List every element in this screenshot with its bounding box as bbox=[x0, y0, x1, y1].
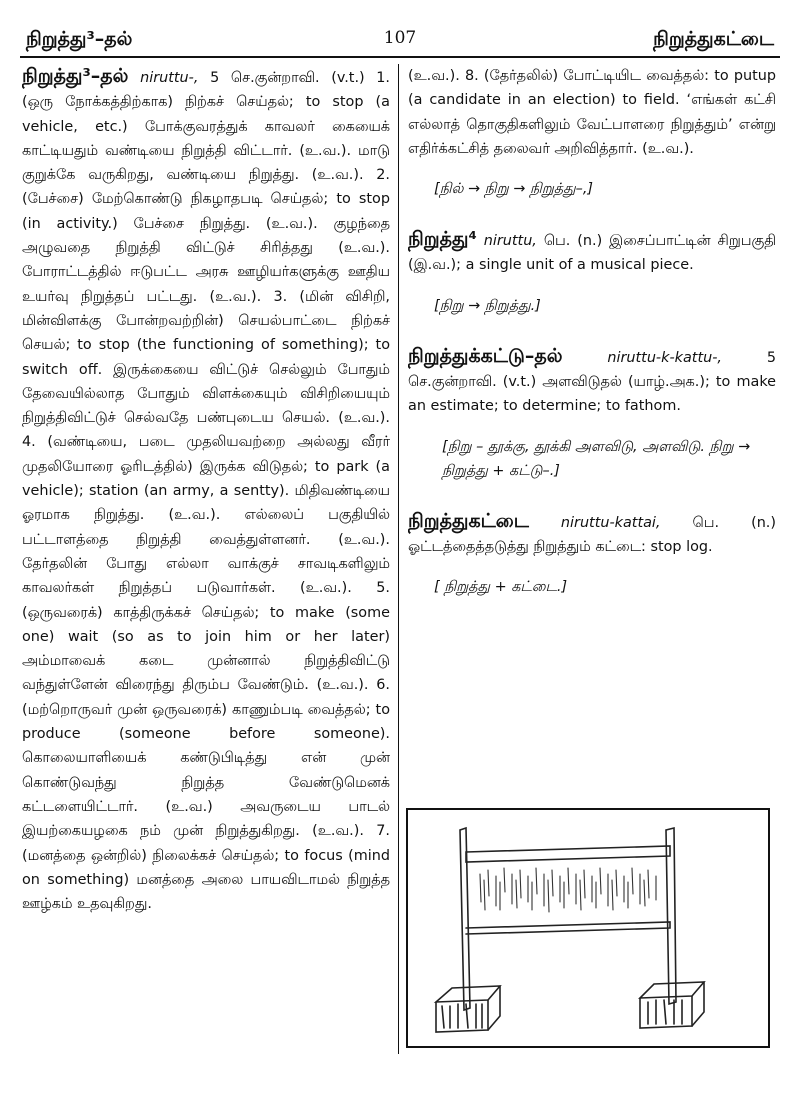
entry-headword: நிறுத்துகட்டை bbox=[408, 509, 529, 532]
entry-etymology: [நில் → நிறு → நிறுத்து–,] bbox=[434, 181, 594, 198]
entry-headword: நிறுத்து³–தல் bbox=[22, 65, 129, 87]
dictionary-entry bbox=[22, 64, 390, 916]
entry-etymology: [நிறு → நிறுத்து.] bbox=[434, 297, 541, 314]
entry-etymology: [ நிறுத்து + கட்டை.] bbox=[434, 579, 568, 596]
entry-definition: பெ. (n.) ஓட்டத்தைத்தடுத்து நிறுத்தும் கட்டை: stop log. bbox=[408, 514, 776, 555]
dictionary-entry bbox=[408, 227, 776, 278]
entry-definition: 5 செ.குன்றாவி. (v.t.) 1. (ஒரு நோக்கத்திற்காக) நிற்கச் செய்தல்; to stop (a vehicle, etc.) போக்குவரத்துக் காவலர் கையைக் காட்டியதும் வண்டியை நிறுத்தி விட்டார். (உ.வ.). மாடு குறுக்கே வருகிறது, வண்டியை நிறுத்து. (உ.வ.). 2. (பேச்சை) மேற்கொண்டு நிகழாதபடி செய்தல்; to stop (in activity.) பேச்சை நிறுத்து. (உ.வ.). குழந்தை அழுவதை நிறுத்தி விட்டுச் சிரித்தது (உ.வ.). போராட்டத்தில் ஈடுபட்ட அரசு ஊழியர்களுக்கு ஊதிய உயர்வு நிறுத்தப் பட்டது. (உ.வ.). 3. (மின் விசிறி, மின்விளக்கு போன்றவற்றின்) செயல்பாட்டை நிற்கச் செயல்; to stop (the functioning of something); to switch off. இருக்கையை விட்டுச் செல்லும் போதும் தேவையில்லாத போதும் விளக்கையும் விசிறியையும் நிறுத்திவிட்டுச் செல்வதே பண்புடைய செயல். (உ.வ.). 4. (வண்டியை, படை முதலியவற்றை அல்லது வீரர் முதலியோரை ஓரிடத்தில்) இருக்க விடுதல்; to park (a vehicle); station (an army, a sentty). மிதிவண்டியை ஓரமாக நிறுத்து. (உ.வ.). எல்லைப் பகுதியில் பட்டாளத்தை நிறுத்தி வைத்துள்ளனர். (உ.வ.). தேர்தலின் போது எல்லா வாக்குச் சாவடிகளிலும் காவலர்கள் நிறுத்தப் படுவார்கள். (உ.வ.). 5. (ஒருவரைக்) காத்திருக்கச் செய்தல்; to make (some one) wait (so as to join him or her later) அம்மாவைக் கடை முன்னால் நிறுத்திவிட்டு வந்துள்ளேன் விரைந்து திரும்ப வேண்டும். (உ.வ.). 6. (மற்றொருவர் முன் ஒருவரைக்) காணும்படி வைத்தல்; to produce (someone before someone). கொலையாளியைக் கண்டுபிடித்து என் முன் கொண்டுவந்து நிறுத்த வேண்டுமெனக் கட்டளையிட்டார். (உ.வ.) அவருடைய பாடல் இயற்கையழகை நம் முன் நிறுத்துகிறது. (உ.வ.). 7. (மனத்தை ஒன்றில்) நிலைக்கச் செய்தல்; to focus (mind on something) மனத்தை அலை பாயவிடாமல் நிறுத்த ஊழ்கம் உதவுகிறது. bbox=[22, 70, 390, 913]
column-divider bbox=[398, 64, 399, 1054]
left-column bbox=[22, 64, 390, 1082]
dictionary-entry bbox=[408, 509, 776, 560]
page-number: 107 bbox=[383, 28, 417, 48]
entry-transliteration: niruttu, bbox=[483, 233, 537, 250]
header-left-guideword: நிறுத்து³–தல் bbox=[26, 28, 133, 50]
stop-log-illustration bbox=[406, 808, 770, 1048]
entry-definition: 5 செ.குன்றாவி. (v.t.) அளவிடுதல் (யாழ்.அக.); to make an estimate; to determine; to fathom. bbox=[408, 349, 776, 415]
stop-log-drawing bbox=[408, 810, 764, 1042]
entry-transliteration: niruttu-kattai, bbox=[560, 514, 661, 531]
entry-headword: நிறுத்துக்கட்டு–தல் bbox=[408, 344, 563, 367]
page-header bbox=[20, 22, 780, 58]
entry-transliteration: niruttu-k-kattu-, bbox=[607, 349, 722, 366]
dictionary-entry bbox=[408, 344, 776, 419]
entry-transliteration: niruttu-, bbox=[140, 70, 199, 86]
header-right-guideword: நிறுத்துகட்டை bbox=[653, 28, 774, 50]
entry-headword: நிறுத்து⁴ bbox=[408, 228, 477, 251]
entry-definition: பெ. (n.) இசைப்பாட்டின் சிறுபகுதி (இ.வ.); a single unit of a musical piece. bbox=[408, 233, 776, 274]
entry-etymology: [நிறு – தூக்கு, தூக்கி அளவிடு, அளவிடு. நிறு → நிறுத்து + கட்டு–.] bbox=[442, 438, 751, 479]
entry-continuation: (உ.வ.). 8. (தேர்தலில்) போட்டியிட வைத்தல்: to putup (a candidate in an election) to field. ‘எங்கள் கட்சி எல்லாத் தொகுதிகளிலும் வேட்பாளரை நிறுத்தும்’ என்று எதிர்க்கட்சித் தலைவர் அறிவித்தார். (உ.வ.). bbox=[408, 68, 776, 157]
